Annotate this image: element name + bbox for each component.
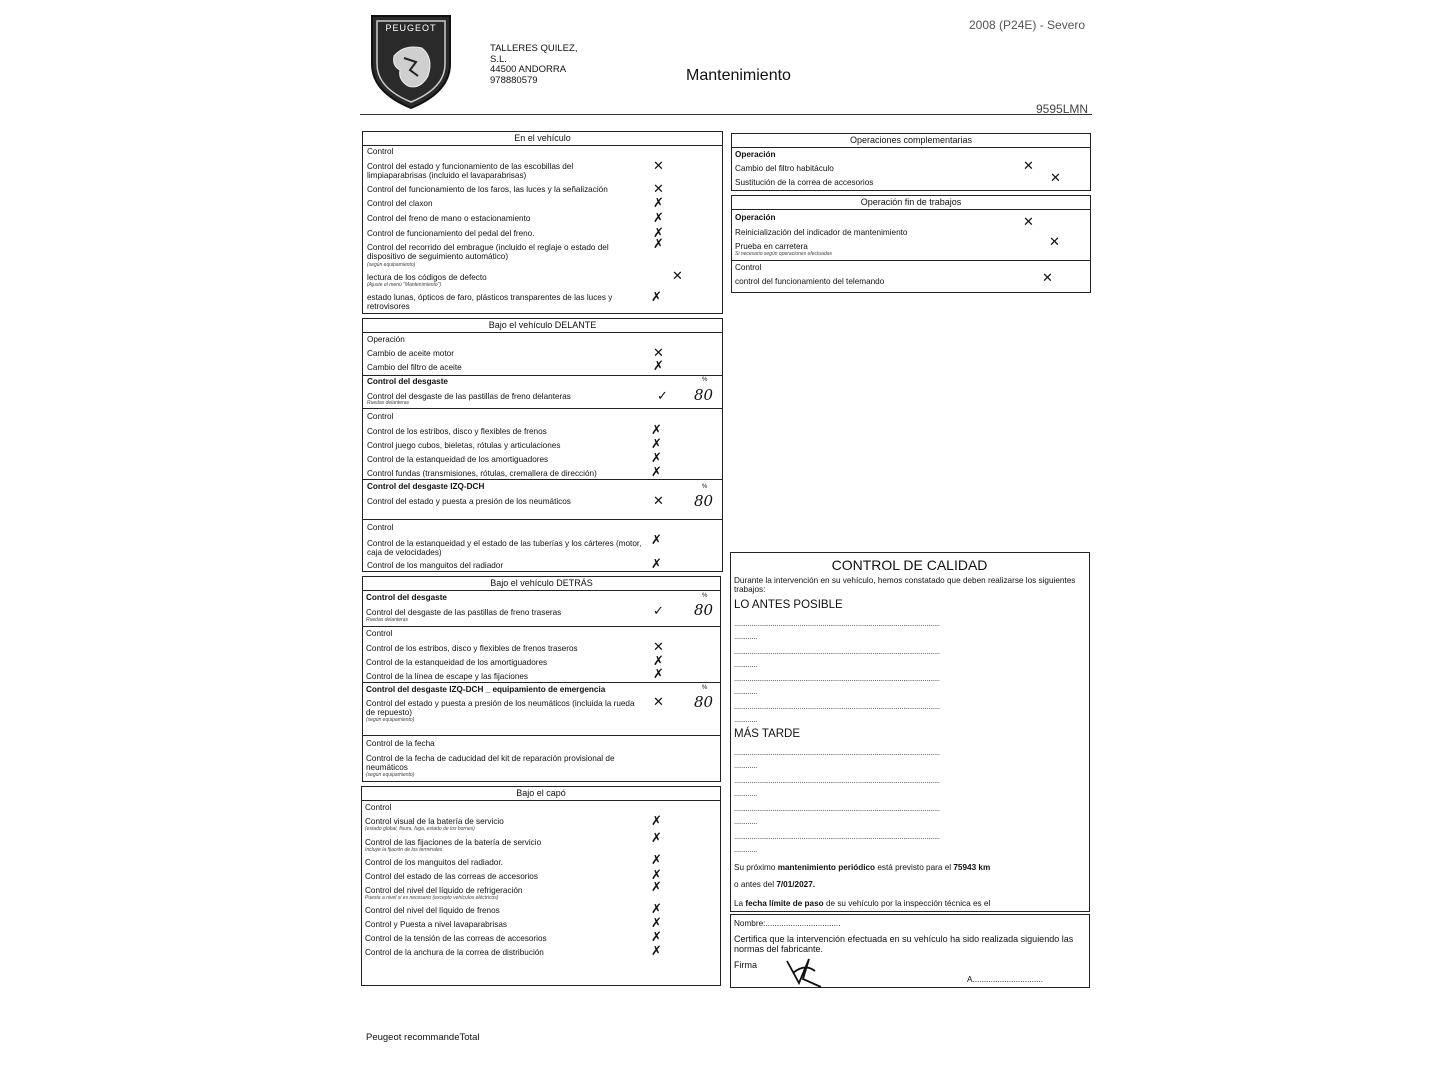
check-mark: ✕ (653, 182, 664, 197)
section-complementarias (731, 133, 1091, 191)
certification-text: Certifica que la intervención efectuada en su vehículo ha sido realizada siguiendo las normas del fabricante. (734, 934, 1074, 954)
quality-intro: Durante la intervención en su vehículo, hemos constatado que deben realizarse los siguientes trabajos: (734, 576, 1076, 594)
company-address (490, 44, 577, 86)
check-row: Control de las fijaciones de la batería de servicio (365, 838, 542, 847)
check-mark: ✗ (653, 654, 664, 669)
check-mark: ✗ (653, 226, 664, 241)
next-maintenance: Su próximo mantenimiento periódico está previsto para el 75943 km (734, 863, 991, 872)
group-label: Control (366, 629, 393, 638)
check-row: Control del estado y funcionamiento de las escobillas del limpiaparabrisas (incluido el lavaparabrisas) (367, 162, 574, 180)
section-fin-trabajos (731, 195, 1091, 293)
next-date: o antes del 7/01/2027. (734, 880, 816, 889)
header-rule (360, 114, 1092, 115)
signature-scribble-icon (781, 953, 831, 989)
check-mark: ✕ (672, 269, 683, 284)
section-title: Operación fin de trabajos (732, 196, 1090, 210)
check-row: Control del nivel del líquido de refrigeración (365, 886, 523, 895)
dotted-line: ............ (734, 761, 758, 770)
check-mark: ✗ (651, 831, 662, 846)
dotted-line: ........................................................................................................... (734, 776, 940, 785)
group-label: Control de la fecha (366, 739, 435, 748)
dotted-line: ........................................................................................................... (734, 674, 940, 683)
dotted-line: ............ (734, 789, 758, 798)
check-mark: ✗ (653, 211, 664, 226)
dotted-line: ........................................................................................................... (734, 647, 940, 656)
section-control-calidad (730, 552, 1090, 912)
section-firma (730, 914, 1090, 988)
check-row: Control de la anchura de la correa de distribución (365, 948, 544, 957)
check-mark: ✗ (653, 359, 664, 374)
check-mark: ✗ (653, 667, 664, 682)
check-mark: ✕ (653, 494, 664, 509)
check-mark: ✗ (651, 944, 662, 959)
pct-sign: % (702, 685, 708, 691)
check-mark: ✗ (653, 196, 664, 211)
company-line-3: 44500 ANDORRA (490, 64, 567, 75)
row-note: (según equipamiento) (367, 262, 416, 268)
group-label: Control (365, 803, 392, 812)
section-detras (362, 576, 721, 782)
group-label: Control del desgaste (367, 377, 448, 386)
group-label: Operación (367, 335, 405, 344)
check-mark: ✕ (653, 159, 664, 174)
check-mark: ✗ (651, 916, 662, 931)
check-row: Control de funcionamiento del pedal del freno. (367, 229, 535, 238)
group-label: Control (367, 412, 394, 421)
signature-mark (781, 953, 831, 989)
check-mark: ✓ (657, 389, 668, 404)
check-mark: ✕ (653, 640, 664, 655)
section-title: Bajo el vehículo DETRÁS (363, 577, 720, 591)
check-row: Control de los estribos, disco y flexibles de frenos traseros (366, 644, 578, 653)
section-title: Operaciones complementarias (732, 134, 1090, 148)
footer-note: Peugeot recommandeTotal (366, 1032, 480, 1043)
row-note: Incluye la fijación de los terminales (365, 847, 443, 853)
peugeot-logo (364, 14, 458, 110)
check-row: estado lunas, ópticos de faro, plásticos transparentes de las luces y retrovisores (367, 293, 613, 311)
check-row: Cambio de aceite motor (367, 349, 454, 358)
pct-sign: % (702, 593, 708, 599)
row-note: Ruedas delanteras (366, 617, 408, 623)
check-mark: ✗ (651, 465, 662, 480)
check-row: Control del desgaste de las pastillas de freno delanteras (367, 392, 571, 401)
check-mark: ✕ (1049, 235, 1060, 250)
check-mark: ✕ (1050, 171, 1061, 186)
section-capo (361, 786, 721, 986)
dotted-line: ........................................................................................................... (734, 702, 940, 711)
check-mark: ✗ (651, 902, 662, 917)
row-note: Ruedas delanteras (367, 400, 409, 406)
check-row: lectura de los códigos de defecto (367, 273, 487, 282)
dotted-line: ............ (734, 660, 758, 669)
signature-label: Firma (734, 960, 757, 970)
check-row: Control de la fecha de caducidad del kit de reparación provisional de neumáticos (366, 754, 615, 772)
group-label: Control del desgaste IZQ-DCH _ equipamiento de emergencia (366, 685, 606, 694)
check-mark: ✗ (651, 930, 662, 945)
place-field: A............................... (967, 975, 1043, 984)
section-delante (362, 318, 723, 572)
wear-value: 80 (694, 601, 714, 619)
group-label: Operación (735, 150, 776, 159)
group-label: Control (735, 263, 762, 272)
plate-number: 9595LMN (1036, 102, 1089, 116)
section-title: Bajo el capó (362, 787, 720, 801)
check-row: Control de la tensión de las correas de accesorios (365, 934, 547, 943)
check-mark: ✗ (651, 880, 662, 895)
dotted-line: ............ (734, 817, 758, 826)
row-note: Puesta a nivel si es necesario (excepto vehículos eléctricos) (365, 895, 499, 901)
dotted-line: ............ (734, 632, 758, 641)
group-label: Control (367, 523, 394, 532)
check-mark: ✗ (651, 557, 662, 572)
check-row: Control de la línea de escape y las fijaciones (366, 672, 529, 681)
group-label: Control (367, 147, 394, 156)
company-line-1: TALLERES QUILEZ, (490, 43, 578, 54)
check-row: Control del recorrido del embrague (incluido el reglaje o estado del dispositivo de seguimiento automático) (367, 243, 609, 261)
check-mark: ✓ (653, 604, 664, 619)
check-row: Control del funcionamiento de los faros, las luces y la señalización (367, 185, 608, 194)
row-note: (según equipamiento) (366, 717, 415, 723)
dotted-line: ............ (734, 845, 758, 854)
check-mark: ✗ (651, 437, 662, 452)
doc-title: Mantenimiento (686, 67, 791, 84)
check-row: Control de los manguitos del radiador (367, 561, 504, 570)
check-row: Control de los estribos, disco y flexibles de frenos (367, 427, 547, 436)
check-row: Control juego cubos, bieletas, rótulas y articulaciones (367, 441, 561, 450)
section-title: En el vehículo (363, 132, 722, 146)
brand-text: PEUGEOT (385, 23, 437, 33)
check-row: Control fundas (transmisiones, rótulas, cremallera de dirección) (367, 469, 597, 478)
name-field: Nombre:................................. (734, 919, 841, 928)
row-note: (Ajuste el menú "Mantenimiento") (367, 282, 442, 288)
check-mark: ✗ (651, 290, 662, 305)
company-line-2: S.L. (490, 53, 507, 65)
check-mark: ✗ (651, 451, 662, 466)
section-title: Bajo el vehículo DELANTE (363, 319, 722, 333)
dotted-line: ........................................................................................................... (734, 832, 940, 841)
check-mark: ✕ (1023, 215, 1034, 230)
check-row: Cambio del filtro habitáculo (735, 164, 834, 173)
row-note: Si necesario según operaciones efectuadas (735, 251, 833, 257)
check-mark: ✕ (653, 346, 664, 361)
row-note: (según equipamiento) (366, 772, 415, 778)
check-row: Control del nivel del líquido de frenos (365, 906, 500, 915)
soon-label: LO ANTES POSIBLE (734, 599, 843, 611)
check-mark: ✗ (653, 237, 664, 252)
check-row: Control del estado y puesta a presión de los neumáticos (367, 497, 571, 506)
pct-sign: % (702, 377, 708, 383)
check-row: Control del desgaste de las pastillas de freno traseras (366, 608, 562, 617)
check-row: Sustitución de la correa de accesorios (735, 178, 874, 187)
section-en-el-vehiculo (362, 131, 723, 314)
dotted-line: ........................................................................................................... (734, 804, 940, 813)
check-mark: ✕ (653, 695, 664, 710)
dotted-line: ............ (734, 687, 758, 696)
group-label: Control del desgaste (366, 593, 447, 602)
company-line-4: 978880579 (490, 74, 538, 86)
check-mark: ✕ (1042, 271, 1053, 286)
quality-title: CONTROL DE CALIDAD (831, 557, 988, 573)
check-row: Control de la estanqueidad de los amortiguadores (366, 658, 548, 667)
check-row: Control del estado y puesta a presión de los neumáticos (incluida la rueda de repuesto) (366, 699, 635, 717)
check-row: Control visual de la batería de servicio (365, 817, 504, 826)
check-row: Cambio del filtro de aceite (367, 363, 462, 372)
check-row: Control del estado de las correas de accesorios (365, 872, 538, 881)
row-note: (estado global, fisura, fuga, estado de los bornes) (365, 826, 475, 832)
dotted-line: ........................................................................................................... (734, 748, 940, 757)
vehicle-model: 2008 (P24E) - Severo (969, 18, 1086, 32)
check-mark: ✗ (651, 868, 662, 883)
group-label: Operación (735, 213, 776, 222)
dotted-line: ............ (734, 715, 758, 724)
check-row: Prueba en carretera (735, 242, 808, 251)
check-mark: ✕ (1023, 159, 1034, 174)
check-row: Control y Puesta a nivel lavaparabrisas (365, 920, 507, 929)
check-mark: ✗ (651, 423, 662, 438)
check-mark: ✗ (651, 533, 662, 548)
check-row: Reinicialización del indicador de mantenimiento (735, 228, 908, 237)
check-row: Control de los manguitos del radiador. (365, 858, 503, 867)
check-row: control del funcionamiento del telemando (735, 277, 885, 286)
dotted-line: ........................................................................................................... (734, 619, 940, 628)
check-row: Control del claxon (367, 199, 433, 208)
tyre-value: 80 (694, 693, 714, 711)
check-row: Control del freno de mano o estacionamiento (367, 214, 531, 223)
wear-value: 80 (694, 386, 714, 404)
check-mark: ✗ (651, 853, 662, 868)
check-row: Control de la estanqueidad de los amortiguadores (367, 455, 549, 464)
pct-sign: % (702, 484, 708, 490)
later-label: MÁS TARDE (734, 728, 801, 740)
tyre-value: 80 (694, 492, 714, 510)
itv-deadline: La fecha límite de paso de su vehículo por la inspección técnica es el (734, 899, 991, 908)
check-mark: ✗ (651, 814, 662, 829)
check-row: Control de la estanqueidad y el estado de las tuberías y los cárteres (motor, caja de velocidades) (367, 539, 642, 557)
group-label: Control del desgaste IZQ-DCH (367, 482, 485, 491)
